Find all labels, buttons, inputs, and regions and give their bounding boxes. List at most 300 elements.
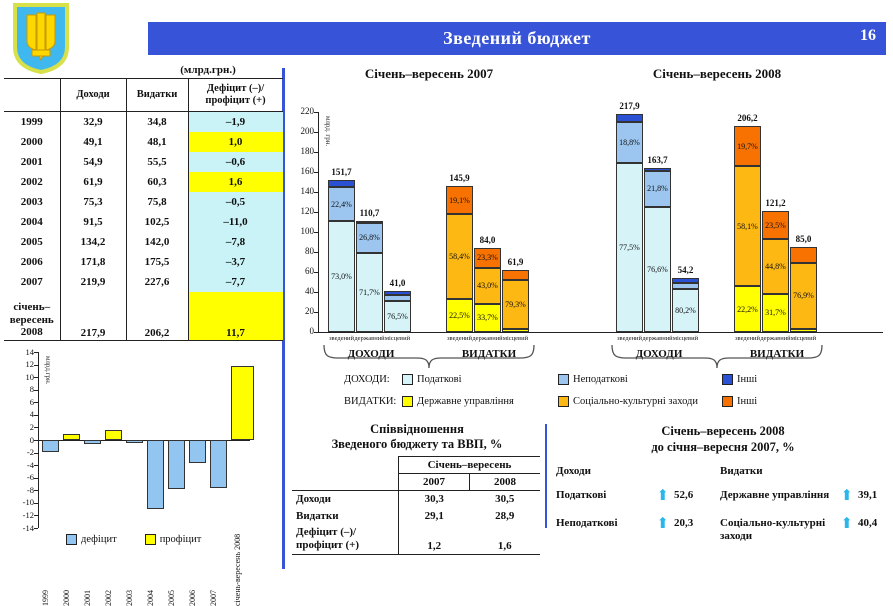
- main-chart-ytick-label: 180: [300, 146, 314, 156]
- deficit-ytick-label: -6: [26, 472, 34, 483]
- bar-category-label: зведений: [446, 335, 473, 342]
- deficit-ytick-mark: [34, 528, 38, 529]
- main-chart-plot: [318, 101, 883, 342]
- segment-percent-label: 18,8%: [619, 138, 640, 148]
- legend-swatch: [558, 374, 569, 385]
- chart-title-2008: Січень–вересень 2008: [652, 66, 782, 81]
- deficit-xaxis-label: 2002: [103, 590, 113, 606]
- budget-table-body: [4, 112, 283, 341]
- deficit-ytick-label: 0: [29, 434, 34, 445]
- legend-item-label: Соціально-культурні заходи: [573, 396, 698, 407]
- budget-table-row: [4, 212, 283, 232]
- legend-item: [402, 374, 462, 385]
- stacked-bar-segment: [790, 329, 817, 332]
- surplus-bar: [231, 366, 254, 440]
- deficit-bar: [210, 440, 227, 488]
- segment-percent-label: 19,1%: [449, 195, 470, 205]
- comparison-income-header: Доходи: [556, 465, 591, 478]
- unit-label: (млрд.грн.): [180, 64, 236, 76]
- title-banner: [148, 22, 886, 55]
- bar-category-label: державний: [760, 335, 791, 342]
- stacked-bar-segment: [356, 223, 383, 253]
- stacked-bar-segment: [446, 214, 473, 299]
- bar-category-label: зведений: [734, 335, 761, 342]
- main-chart-ytick-mark: [314, 152, 318, 153]
- budget-table-row: [4, 232, 283, 252]
- deficit-ytick-label: 14: [25, 346, 34, 357]
- deficit-chart-plot: [38, 352, 250, 528]
- bar-total-label: 41,0: [389, 278, 406, 288]
- main-chart-ytick-label: 140: [300, 186, 314, 196]
- deficit-xaxis-label: 1999: [40, 590, 50, 606]
- comparison-row-label: Соціально-культурні заходи: [720, 517, 826, 543]
- segment-percent-label: 22,5%: [449, 311, 470, 321]
- ratio-title: [292, 422, 542, 452]
- budget-year-cell: 2003: [20, 195, 43, 208]
- segment-percent-label: 58,4%: [449, 252, 470, 262]
- budget-table-row: [4, 192, 283, 212]
- main-chart-ylabel: млрд. грн.: [324, 116, 332, 147]
- main-chart-ytick-mark: [314, 292, 318, 293]
- deficit-ytick-mark: [34, 515, 38, 516]
- stacked-bar-segment: [356, 253, 383, 332]
- legend-item: [722, 374, 757, 385]
- comparison-panel: [556, 424, 890, 558]
- deficit-xaxis-label: 2001: [82, 590, 92, 606]
- deficit-xaxis-label: 2006: [187, 590, 197, 606]
- legend-item-label: Державне управління: [417, 396, 514, 407]
- deficit-bar: [189, 440, 206, 463]
- segment-percent-label: 73,0%: [331, 272, 352, 282]
- deficit-ytick-mark: [34, 352, 38, 353]
- deficit-ytick-label: -14: [22, 522, 34, 533]
- main-chart-ytick-mark: [314, 132, 318, 133]
- budget-balance-cell: 1,0: [188, 132, 283, 152]
- legend-swatch: [722, 396, 733, 407]
- stacked-bar-segment: [474, 304, 501, 332]
- bar-total-label: 85,0: [795, 234, 812, 244]
- bar-category-label: зведений: [328, 335, 355, 342]
- deficit-ytick-label: 12: [25, 359, 34, 370]
- segment-percent-label: 58,1%: [737, 221, 758, 231]
- legend-item-label: Інші: [737, 374, 758, 385]
- segment-percent-label: 77,5%: [619, 243, 640, 253]
- stacked-bar-segment: [734, 166, 761, 286]
- stacked-bar-segment: [356, 221, 383, 223]
- ratio-period-header: Січень–вересень: [399, 457, 541, 474]
- deficit-ytick-label: 4: [29, 409, 34, 420]
- budget-expense-cell: 60,3: [126, 172, 188, 192]
- budget-balance-cell: –0,5: [188, 192, 283, 212]
- stacked-bar-segment: [616, 163, 643, 332]
- budget-balance-cell: –11,0: [188, 212, 283, 232]
- deficit-ytick-label: 8: [29, 384, 34, 395]
- group-label-income-2007: ДОХОДИ: [347, 348, 395, 360]
- main-chart-ytick-mark: [314, 232, 318, 233]
- main-chart-ytick-label: 120: [300, 206, 314, 216]
- legend-item-label: Інші: [737, 396, 758, 407]
- comparison-row-label: Неподаткові: [556, 517, 618, 530]
- main-chart-ytick-mark: [314, 312, 318, 313]
- main-chart-ytick-label: 220: [300, 106, 314, 116]
- deficit-legend-label: профіцит: [159, 534, 202, 545]
- legend-item-label: Податкові: [417, 374, 462, 385]
- bar-total-label: 54,2: [677, 264, 694, 275]
- stacked-bar-segment: [734, 126, 761, 167]
- comparison-row: [556, 489, 706, 503]
- group-label-expense-2008: ВИДАТКИ: [749, 348, 805, 360]
- budget-year-cell: 2004: [20, 215, 43, 228]
- budget-balance-cell: –7,8: [188, 232, 283, 252]
- ratio-value-2007: 30,3: [399, 491, 470, 508]
- bar-category-label: місцевий: [790, 335, 817, 342]
- stacked-bar-segment: [384, 295, 411, 301]
- stacked-bar-segment: [672, 283, 699, 289]
- budget-expense-cell: 206,2: [126, 292, 188, 341]
- main-chart-ytick-label: 20: [305, 306, 314, 316]
- deficit-ytick-mark: [34, 427, 38, 428]
- group-label-income-2008: ДОХОДИ: [635, 348, 683, 360]
- budget-income-cell: 61,9: [60, 172, 126, 192]
- chart-title-2007: Січень–вересень 2007: [364, 66, 494, 81]
- main-chart-ytick-label: 200: [300, 126, 314, 136]
- stacked-bar-segment: [762, 239, 789, 293]
- legend-item-label: Неподаткові: [573, 374, 628, 385]
- bar-category-label: державний: [472, 335, 503, 342]
- stacked-bar-segment: [644, 171, 671, 207]
- legend-item: [558, 396, 698, 407]
- deficit-ytick-mark: [34, 377, 38, 378]
- budget-col-income: Доходи: [60, 79, 126, 112]
- deficit-ytick-label: 2: [29, 421, 34, 432]
- budget-expense-cell: 227,6: [126, 272, 188, 292]
- comparison-row-value: 52,6: [674, 489, 694, 502]
- bar-total-label: 151,7: [331, 167, 352, 178]
- budget-table-row: [4, 252, 283, 272]
- deficit-ytick-mark: [34, 503, 38, 504]
- deficit-ytick-mark: [34, 453, 38, 454]
- main-chart-ytick-mark: [314, 252, 318, 253]
- segment-percent-label: 80,2%: [675, 305, 696, 315]
- legend-swatch: [722, 374, 733, 385]
- stacked-bar-segment: [384, 301, 411, 332]
- main-chart-ytick-label: 0: [309, 326, 314, 336]
- comparison-row-value: 20,3: [674, 517, 694, 530]
- main-chart-ytick-mark: [314, 272, 318, 273]
- bar-total-label: 84,0: [479, 235, 496, 245]
- stacked-bar-segment: [734, 286, 761, 332]
- legend-row-income: [288, 374, 890, 392]
- main-chart-ytick-mark: [314, 172, 318, 173]
- deficit-ytick-mark: [34, 490, 38, 491]
- budget-balance-cell: –0,6: [188, 152, 283, 172]
- page-number: 16: [860, 27, 876, 44]
- budget-col-year: [4, 79, 60, 112]
- budget-balance-cell: –7,7: [188, 272, 283, 292]
- deficit-ytick-label: -8: [26, 484, 34, 495]
- comparison-row: [720, 489, 890, 503]
- segment-percent-label: 26,8%: [359, 233, 380, 243]
- bar-category-label: зведений: [616, 335, 643, 342]
- stacked-bar-segment: [644, 168, 671, 171]
- main-chart-ytick-label: 60: [305, 266, 314, 276]
- legend-swatch: [402, 374, 413, 385]
- budget-expense-cell: 34,8: [126, 112, 188, 133]
- comparison-row: [720, 517, 890, 543]
- main-chart-xaxis: [318, 332, 883, 333]
- deficit-ytick-mark: [34, 440, 38, 441]
- ratio-value-2007: 1,2: [399, 524, 470, 554]
- budget-year-cell: 2005: [20, 235, 43, 248]
- budget-year-cell: 2002: [20, 175, 43, 188]
- segment-percent-label: 71,7%: [359, 287, 380, 297]
- segment-percent-label: 23,5%: [765, 220, 786, 230]
- legend-item: [558, 374, 628, 385]
- budget-table-row: [4, 272, 283, 292]
- deficit-bar: [168, 440, 185, 489]
- segment-percent-label: 76,9%: [793, 291, 814, 301]
- stacked-bar-segment: [328, 221, 355, 332]
- ratio-row-label: Доходи: [296, 493, 331, 505]
- brace-2007: [322, 343, 536, 371]
- budget-income-cell: 134,2: [60, 232, 126, 252]
- ratio-value-2008: 30,5: [495, 493, 515, 506]
- stacked-bar-segment: [446, 186, 473, 214]
- budget-income-cell: 91,5: [60, 212, 126, 232]
- stacked-bar-segment: [328, 180, 355, 187]
- deficit-ytick-label: -12: [22, 509, 34, 520]
- segment-percent-label: 19,7%: [737, 141, 758, 151]
- ratio-row-label: Дефіцит (–)/ профіцит (+): [292, 524, 399, 554]
- main-chart-ytick-label: 80: [305, 246, 314, 256]
- legend-item: [402, 396, 514, 407]
- deficit-xaxis-label: 2000: [61, 590, 71, 606]
- budget-year-cell: 2006: [20, 255, 43, 268]
- deficit-ytick-label: 10: [25, 371, 34, 382]
- bar-category-label: державний: [354, 335, 385, 342]
- ratio-table: [292, 456, 540, 555]
- deficit-ytick-mark: [34, 402, 38, 403]
- main-chart-ytick-mark: [314, 212, 318, 213]
- bar-total-label: 145,9: [449, 173, 470, 184]
- deficit-xaxis-label: січень-вересень 2008: [232, 533, 242, 606]
- vertical-divider-bottom: [545, 424, 547, 528]
- budget-year-cell: 2007: [20, 275, 43, 288]
- deficit-chart-ylabel: млрд.грн.: [44, 356, 52, 385]
- ratio-table-body: [292, 491, 540, 555]
- budget-year-cell: 2000: [20, 135, 43, 148]
- page-title: Зведений бюджет: [443, 28, 591, 48]
- ratio-table-row: [292, 491, 540, 508]
- budget-col-expense: Видатки: [126, 79, 188, 112]
- ratio-title-line2: Зведеного бюджету та ВВП, %: [331, 437, 503, 451]
- top-charts-area: [288, 60, 890, 420]
- comparison-title: [556, 424, 890, 455]
- stacked-bar-segment: [384, 291, 411, 295]
- legend-row-expense: [288, 396, 890, 414]
- bar-category-label: місцевий: [502, 335, 529, 342]
- budget-col-balance: Дефіцит (–)/ профіцит (+): [188, 79, 283, 112]
- comparison-row-label: Податкові: [556, 489, 607, 502]
- deficit-bar: [147, 440, 164, 509]
- deficit-xaxis-label: 2004: [145, 590, 155, 606]
- main-chart-ytick-label: 40: [305, 286, 314, 296]
- budget-expense-cell: 48,1: [126, 132, 188, 152]
- stacked-bar-segment: [790, 247, 817, 263]
- stacked-bar-segment: [474, 268, 501, 304]
- deficit-ytick-label: -10: [22, 497, 34, 508]
- ratio-value-2008: 1,6: [470, 524, 541, 554]
- budget-table-row: [4, 152, 283, 172]
- stacked-bar-segment: [672, 289, 699, 333]
- budget-expense-cell: 102,5: [126, 212, 188, 232]
- budget-table-row: [4, 172, 283, 192]
- up-arrow-icon: ⬆: [656, 488, 669, 505]
- deficit-bar: [84, 440, 101, 444]
- comparison-expense-column: [720, 465, 890, 557]
- segment-percent-label: 33,7%: [477, 313, 498, 323]
- up-arrow-icon: ⬆: [840, 516, 853, 533]
- stacked-bar-segment: [502, 270, 529, 280]
- bar-total-label: 206,2: [737, 112, 758, 123]
- deficit-ytick-mark: [34, 478, 38, 479]
- budget-income-cell: 49,1: [60, 132, 126, 152]
- bar-total-label: 110,7: [359, 208, 380, 219]
- deficit-bar: [126, 440, 143, 443]
- surplus-bar: [63, 434, 80, 440]
- ratio-table-row: [292, 524, 540, 554]
- stacked-bar-segment: [502, 280, 529, 329]
- main-chart-ytick-mark: [314, 192, 318, 193]
- segment-percent-label: 76,5%: [387, 311, 408, 321]
- ratio-year-2008: 2008: [470, 474, 541, 491]
- stacked-bar-segment: [502, 329, 529, 332]
- comparison-expense-rows: [720, 489, 890, 543]
- budget-expense-cell: 75,8: [126, 192, 188, 212]
- budget-income-cell: 171,8: [60, 252, 126, 272]
- budget-income-cell: 219,9: [60, 272, 126, 292]
- up-arrow-icon: ⬆: [656, 516, 669, 533]
- ratio-value-2007: 29,1: [399, 508, 470, 525]
- deficit-chart: [4, 342, 282, 606]
- budget-table-row: [4, 112, 283, 133]
- main-chart-ytick-mark: [314, 332, 318, 333]
- main-chart-ytick-label: 160: [300, 166, 314, 176]
- comparison-row-value: 40,4: [858, 517, 878, 530]
- ratio-row-label: Видатки: [296, 509, 339, 522]
- comparison-expense-header: Видатки: [720, 465, 763, 478]
- segment-percent-label: 76,6%: [647, 264, 668, 274]
- budget-expense-cell: 142,0: [126, 232, 188, 252]
- bar-total-label: 163,7: [647, 155, 668, 166]
- budget-income-cell: 75,3: [60, 192, 126, 212]
- deficit-ytick-mark: [34, 465, 38, 466]
- comparison-income-rows: [556, 489, 706, 531]
- segment-percent-label: 22,2%: [737, 304, 758, 314]
- comparison-income-column: [556, 465, 706, 557]
- comparison-row-label: Державне управління: [720, 489, 830, 502]
- bar-total-label: 217,9: [619, 101, 640, 112]
- bar-total-label: 121,2: [765, 197, 786, 208]
- stacked-bar-segment: [762, 294, 789, 332]
- budget-balance-cell: –3,7: [188, 252, 283, 272]
- deficit-ytick-label: 6: [29, 396, 34, 407]
- segment-percent-label: 44,8%: [765, 261, 786, 271]
- ratio-panel: [292, 422, 542, 555]
- segment-percent-label: 79,3%: [505, 299, 526, 309]
- legend-expense-label: ВИДАТКИ:: [344, 396, 397, 407]
- ratio-year-2007: 2007: [399, 474, 470, 491]
- comparison-row-value: 39,1: [858, 489, 878, 502]
- ratio-title-line1: Співвідношення: [370, 422, 464, 436]
- budget-expense-cell: 175,5: [126, 252, 188, 272]
- legend-item: [722, 396, 757, 407]
- deficit-legend-label: дефіцит: [81, 534, 117, 545]
- comparison-title-line1: Січень–вересень 2008: [661, 424, 785, 438]
- budget-balance-cell: –1,9: [188, 112, 283, 133]
- main-chart-ytick-label: 100: [300, 226, 314, 236]
- main-chart-ytick-mark: [314, 112, 318, 113]
- legend-income-label: ДОХОДИ:: [344, 374, 390, 385]
- budget-table: [4, 78, 283, 341]
- group-label-expense-2007: ВИДАТКИ: [461, 348, 517, 360]
- segment-percent-label: 22,4%: [331, 199, 352, 209]
- bar-total-label: 61,9: [507, 257, 524, 268]
- segment-percent-label: 31,7%: [765, 308, 786, 318]
- budget-table-row: [4, 292, 283, 341]
- budget-year-cell: січень– вересень 2008: [4, 292, 60, 341]
- deficit-ytick-mark: [34, 415, 38, 416]
- budget-year-cell: 1999: [20, 115, 43, 128]
- budget-expense-cell: 55,5: [126, 152, 188, 172]
- budget-income-cell: 32,9: [60, 112, 126, 133]
- stacked-bar-segment: [672, 278, 699, 283]
- up-arrow-icon: ⬆: [840, 488, 853, 505]
- budget-income-cell: 217,9: [60, 292, 126, 341]
- budget-year-cell: 2001: [20, 155, 43, 168]
- ukraine-coat-of-arms: [12, 2, 70, 75]
- stacked-bar-segment: [616, 114, 643, 122]
- budget-income-cell: 54,9: [60, 152, 126, 172]
- bar-category-label: місцевий: [384, 335, 411, 342]
- legend-swatch: [402, 396, 413, 407]
- deficit-ytick-label: -2: [26, 447, 34, 458]
- bar-category-label: державний: [642, 335, 673, 342]
- deficit-bar: [42, 440, 59, 452]
- deficit-xaxis-label: 2005: [166, 590, 176, 606]
- comparison-row: [556, 517, 706, 531]
- budget-balance-cell: 11,7: [188, 292, 283, 341]
- deficit-xaxis-label: 2003: [124, 590, 134, 606]
- deficit-ytick-label: -4: [26, 459, 34, 470]
- legend-swatch: [558, 396, 569, 407]
- bar-category-label: місцевий: [672, 335, 699, 342]
- stacked-bar-segment: [446, 299, 473, 332]
- segment-percent-label: 21,8%: [647, 184, 668, 194]
- stacked-bar-segment: [790, 263, 817, 328]
- ratio-table-row: [292, 508, 540, 525]
- budget-balance-cell: 1,6: [188, 172, 283, 192]
- deficit-ytick-mark: [34, 365, 38, 366]
- brace-2008: [610, 343, 824, 371]
- ratio-value-2008: 28,9: [495, 509, 515, 522]
- comparison-title-line2: до січня–вересня 2007, %: [651, 439, 795, 454]
- surplus-bar: [105, 430, 122, 440]
- deficit-ytick-mark: [34, 390, 38, 391]
- budget-table-row: [4, 132, 283, 152]
- segment-percent-label: 43,0%: [477, 281, 498, 291]
- segment-percent-label: 23,3%: [477, 253, 498, 263]
